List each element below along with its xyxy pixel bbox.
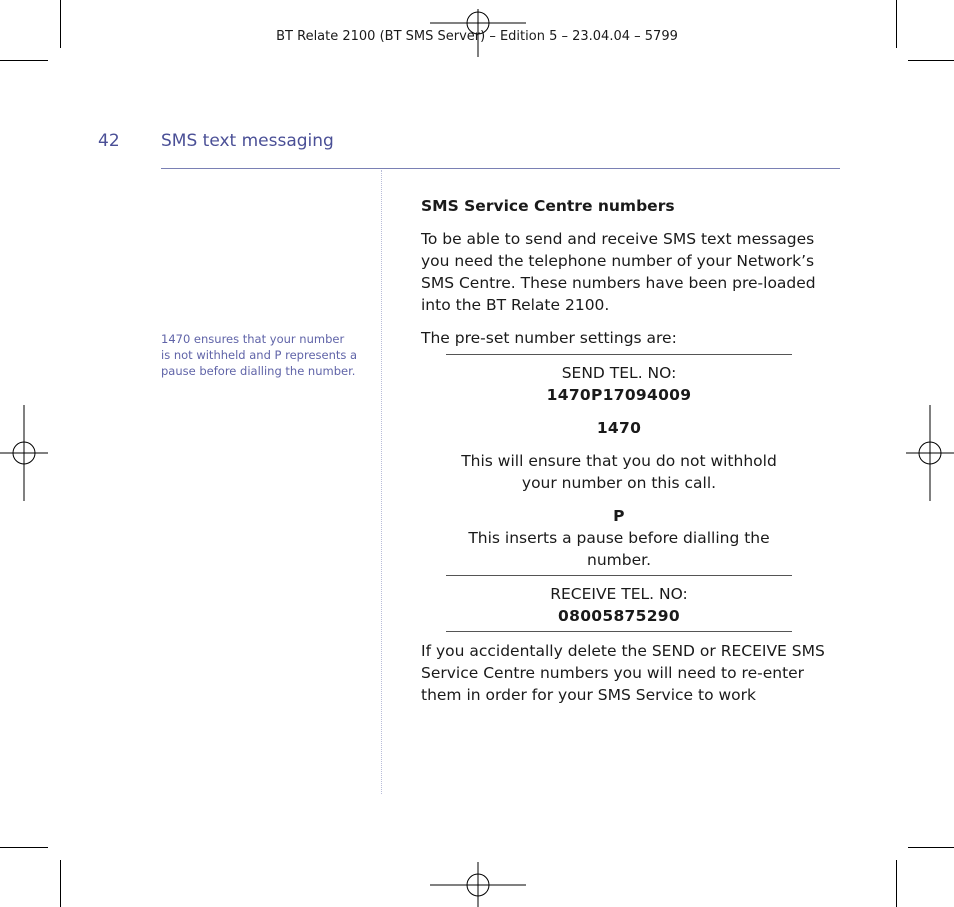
sidenote-line: is not withheld and P represents a [161,348,358,362]
subsection-heading: SMS Service Centre numbers [421,197,675,215]
intro-paragraph: To be able to send and receive SMS text messages you need the telephone number of your Network’s SMS Centre. These numbers have been pre-loaded into the BT Relate 2100. [421,230,816,314]
sidenote-line: pause before dialling the number. [161,364,356,378]
registration-mark-left [0,405,48,501]
receive-label: RECEIVE TEL. NO: [550,585,688,603]
main-content [421,195,841,717]
send-number: 1470P17094009 [546,386,692,404]
sidenote-line: 1470 ensures that your number [161,332,345,346]
closing-paragraph: If you accidentally delete the SEND or RECEIVE SMS Service Centre numbers you will need to re-enter them in order for your SMS Service to work [421,642,825,704]
code-p: P [613,507,625,525]
preset-intro: The pre-set number settings are: [421,329,677,347]
table-rule [446,631,792,632]
send-label: SEND TEL. NO: [561,364,677,382]
header-rule [161,168,840,169]
page-number: 42 [98,131,120,151]
explain-p-text: This inserts a pause before dialling the number. [468,529,770,569]
code-1470: 1470 [596,419,642,437]
table-rule [446,354,792,355]
column-divider [381,170,382,794]
explain-1470-text [446,450,792,494]
section-title: SMS text messaging [161,131,334,151]
explain-1470-line: This will ensure that you do not withhold [461,452,777,470]
table-rule [446,575,792,576]
print-slug: BT Relate 2100 (BT SMS Server) – Edition 5 – 23.04.04 – 5799 [276,29,678,44]
receive-number: 08005875290 [558,607,680,625]
registration-mark-bottom [430,862,526,907]
number-settings-table [446,354,792,632]
sidenote [161,331,366,379]
explain-1470-line: your number on this call. [521,474,717,492]
registration-mark-right [906,405,954,501]
